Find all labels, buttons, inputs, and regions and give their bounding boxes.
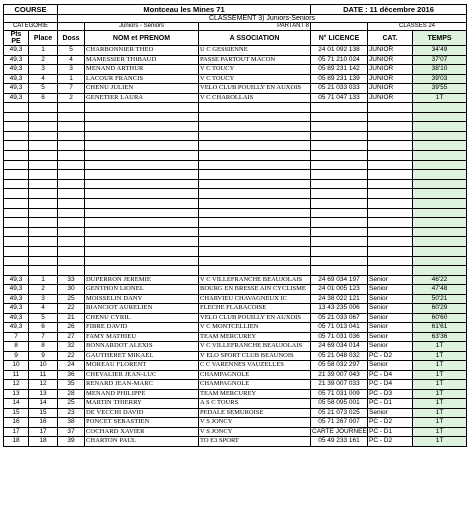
- row-association: U C GESSIENNE: [199, 46, 311, 56]
- row-association: V ELO SPORT CLUB BEAUNOIS: [199, 351, 311, 361]
- row-doss: 28: [58, 389, 85, 399]
- row-association: PASSE PARTOUT MACON: [199, 55, 311, 65]
- row-association: VELO CLUB POUILLY EN AUXOIS: [199, 84, 311, 94]
- row-doss: 7: [58, 84, 85, 94]
- row-place: 1: [29, 46, 58, 56]
- row-licence: 05 21 073 025: [311, 408, 368, 418]
- row-place: 6: [29, 323, 58, 333]
- row-licence: 24 01 092 138: [311, 46, 368, 56]
- row-cat: Senior: [368, 323, 413, 333]
- row-doss: 22: [58, 351, 85, 361]
- row-time: 47'48: [413, 285, 467, 295]
- row-pts: 49,3: [4, 323, 29, 333]
- row-place: 4: [29, 74, 58, 84]
- empty-row: [4, 246, 467, 256]
- row-pts: 49,3: [4, 304, 29, 314]
- row-pts: 18: [4, 437, 29, 447]
- row-pts: 49,3: [4, 275, 29, 285]
- row-time: 1T: [413, 342, 467, 352]
- row-cat: Senior: [368, 294, 413, 304]
- course-label: COURSE: [4, 5, 58, 15]
- categorie-label: CATEGORIE: [4, 23, 58, 31]
- row-name: CHENU JULIEN: [85, 84, 199, 94]
- row-pts: 49,3: [4, 46, 29, 56]
- row-licence: 05 71 031 036: [311, 332, 368, 342]
- row-pts: 49,3: [4, 285, 29, 295]
- category-value: Juniors - Seniors: [85, 23, 199, 31]
- row-doss: 36: [58, 370, 85, 380]
- empty-row: [4, 256, 467, 266]
- row-pts: 49,3: [4, 294, 29, 304]
- row-licence: 05 21 033 067: [311, 313, 368, 323]
- table-row: [4, 418, 467, 428]
- empty-row: [4, 227, 467, 237]
- col-licence: N° LICENCE: [311, 31, 368, 46]
- row-association: C C VARENNES VAUZELLES: [199, 361, 311, 371]
- row-place: 7: [29, 332, 58, 342]
- row-time: 1T: [413, 437, 467, 447]
- row-place: 5: [29, 313, 58, 323]
- row-name: MENAND PHILIPPE: [85, 389, 199, 399]
- col-doss: Doss: [58, 31, 85, 46]
- row-time: 46'22: [413, 275, 467, 285]
- row-name: FAMY MATHIEU: [85, 332, 199, 342]
- results-sheet: [3, 4, 467, 447]
- row-place: 16: [29, 418, 58, 428]
- row-place: 11: [29, 370, 58, 380]
- row-place: 8: [29, 342, 58, 352]
- table-row: [4, 294, 467, 304]
- row-pts: 14: [4, 399, 29, 409]
- empty-row: [4, 170, 467, 180]
- row-association: CHAMPAGNOLE: [199, 370, 311, 380]
- row-cat: JUNIOR: [368, 74, 413, 84]
- row-name: COCHARD XAVIER: [85, 427, 199, 437]
- empty-row: [4, 237, 467, 247]
- row-place: 3: [29, 294, 58, 304]
- row-doss: 33: [58, 275, 85, 285]
- row-name: MAMESSIER THIBAUD: [85, 55, 199, 65]
- col-pts: Pts PE: [4, 31, 29, 46]
- row-licence: 05 21 033 033: [311, 84, 368, 94]
- row-place: 6: [29, 93, 58, 103]
- table-row: [4, 313, 467, 323]
- row-pts: 13: [4, 389, 29, 399]
- col-association: A SSOCIATION: [199, 31, 311, 46]
- row-licence: 24 01 005 123: [311, 285, 368, 295]
- row-name: FIBRE DAVID: [85, 323, 199, 333]
- row-name: DE VECCHI DAVID: [85, 408, 199, 418]
- row-place: 5: [29, 84, 58, 94]
- row-cat: PC - D1: [368, 427, 413, 437]
- row-association: V C TOUCY: [199, 65, 311, 75]
- row-time: 1T: [413, 427, 467, 437]
- empty-row: [4, 141, 467, 151]
- row-association: TEAM MERCUREY: [199, 332, 311, 342]
- row-licence: 05 58 032 297: [311, 361, 368, 371]
- row-cat: JUNIOR: [368, 55, 413, 65]
- row-time: 1T: [413, 361, 467, 371]
- table-row: [4, 389, 467, 399]
- row-name: GAUTHERET MIKAEL: [85, 351, 199, 361]
- row-doss: 1: [58, 74, 85, 84]
- row-doss: 22: [58, 304, 85, 314]
- empty-row: [4, 189, 467, 199]
- row-association: A S C TOURS: [199, 399, 311, 409]
- row-cat: JUNIOR: [368, 93, 413, 103]
- row-place: 18: [29, 437, 58, 447]
- row-name: GENTHON LIONEL: [85, 285, 199, 295]
- row-cat: PC - D1: [368, 399, 413, 409]
- row-time: 34'49: [413, 46, 467, 56]
- row-doss: 23: [58, 408, 85, 418]
- row-place: 1: [29, 275, 58, 285]
- row-name: CHARBONNIER THEO: [85, 46, 199, 56]
- row-association: CHAMPAGNOLE: [199, 380, 311, 390]
- row-doss: 37: [58, 427, 85, 437]
- row-place: 2: [29, 285, 58, 295]
- row-time: 1T: [413, 370, 467, 380]
- table-row: [4, 304, 467, 314]
- row-licence: 05 89 231 142: [311, 65, 368, 75]
- partant-count: PARTANT 8: [199, 23, 311, 31]
- table-row: [4, 46, 467, 56]
- row-time: 61'61: [413, 323, 467, 333]
- row-cat: PC - D2: [368, 437, 413, 447]
- row-pts: 49,3: [4, 93, 29, 103]
- row-licence: 24 38 022 121: [311, 294, 368, 304]
- row-association: CHARVIEU CHAVAGNEUX IC: [199, 294, 311, 304]
- row-time: 1T: [413, 380, 467, 390]
- row-place: 9: [29, 351, 58, 361]
- row-pts: 49,3: [4, 74, 29, 84]
- row-association: V S JONCY: [199, 418, 311, 428]
- row-association: V C MONTCELLIEN: [199, 323, 311, 333]
- row-pts: 49,3: [4, 65, 29, 75]
- empty-row: [4, 179, 467, 189]
- table-row: [4, 275, 467, 285]
- row-association: V S JONCY: [199, 427, 311, 437]
- row-cat: JUNIOR: [368, 84, 413, 94]
- row-pts: 49,3: [4, 55, 29, 65]
- row-place: 4: [29, 304, 58, 314]
- table-row: [4, 342, 467, 352]
- empty-row: [4, 122, 467, 132]
- table-row: [4, 399, 467, 409]
- row-time: 1T: [413, 389, 467, 399]
- row-place: 3: [29, 65, 58, 75]
- row-name: PONCET SEBASTIEN: [85, 418, 199, 428]
- row-cat: Senior: [368, 332, 413, 342]
- table-row: [4, 351, 467, 361]
- row-doss: 25: [58, 294, 85, 304]
- row-place: 15: [29, 408, 58, 418]
- empty-row: [4, 131, 467, 141]
- row-cat: PC - D3: [368, 389, 413, 399]
- table-row: [4, 55, 467, 65]
- row-place: 10: [29, 361, 58, 371]
- row-pts: 49,3: [4, 84, 29, 94]
- row-licence: 05 89 231 139: [311, 74, 368, 84]
- col-temps: TEMPS: [413, 31, 467, 46]
- row-cat: PC - D4: [368, 380, 413, 390]
- row-licence: CARTE JOURNEE: [312, 427, 367, 435]
- row-time: 1T: [413, 408, 467, 418]
- row-time: 38'10: [413, 65, 467, 75]
- row-licence: 05 49 233 161: [311, 437, 368, 447]
- row-name: RENARD JEAN-MARC: [85, 380, 199, 390]
- row-association: V C VILLEFRANCHE BEAUJOLAIS: [199, 275, 311, 285]
- column-header-row: [4, 31, 467, 46]
- row-licence: 05 58 095 001: [311, 399, 368, 409]
- row-association: PEDALE SEMUROISE: [199, 408, 311, 418]
- empty-row: [4, 198, 467, 208]
- table-row: [4, 332, 467, 342]
- row-doss: 38: [58, 418, 85, 428]
- row-name: DUPERRON JEREMIE: [85, 275, 199, 285]
- row-name: CHARTON PAUL: [85, 437, 199, 447]
- row-time: 50'21: [413, 294, 467, 304]
- row-association: TO E3 SPORT: [199, 437, 311, 447]
- empty-row: [4, 112, 467, 122]
- row-doss: 4: [58, 55, 85, 65]
- row-association: V C TOUCY: [199, 74, 311, 84]
- row-licence: 05 71 210 024: [311, 55, 368, 65]
- row-licence: 05 21 048 032: [311, 351, 368, 361]
- row-cat: Senior: [368, 361, 413, 371]
- row-pts: 7: [4, 332, 29, 342]
- row-cat: Senior: [368, 408, 413, 418]
- table-row: [4, 408, 467, 418]
- table-row: [4, 323, 467, 333]
- row-cat: PC - D2: [368, 351, 413, 361]
- row-pts: 16: [4, 418, 29, 428]
- row-time: 1T: [413, 351, 467, 361]
- row-doss: 39: [58, 437, 85, 447]
- classes-count: CLASSES 24: [368, 23, 467, 31]
- row-pts: 11: [4, 370, 29, 380]
- event-date: DATE : 11 décembre 2016: [311, 5, 467, 15]
- row-doss: 5: [58, 46, 85, 56]
- row-doss: 27: [58, 332, 85, 342]
- table-row: [4, 427, 467, 437]
- empty-row: [4, 150, 467, 160]
- row-name: CHENU CYRIL: [85, 313, 199, 323]
- row-time: 39'03: [413, 74, 467, 84]
- row-licence: 21 39 007 043: [311, 370, 368, 380]
- row-licence: 05 71 047 133: [311, 93, 368, 103]
- row-licence: 21 39 007 033: [311, 380, 368, 390]
- row-name: MENAND ARTHUR: [85, 65, 199, 75]
- row-name: GENETIER LAURA: [85, 93, 199, 103]
- classement-title: CLASSEMENT 3) Juniors-Seniors: [58, 15, 467, 23]
- table-row: [4, 84, 467, 94]
- row-association: FLECHE FLARACOISE: [199, 304, 311, 314]
- row-doss: 32: [58, 342, 85, 352]
- row-doss: 3: [58, 65, 85, 75]
- row-place: 12: [29, 380, 58, 390]
- row-place: 2: [29, 55, 58, 65]
- row-name: MOISSELIN DANY: [85, 294, 199, 304]
- row-licence: 24 69 034 014: [311, 342, 368, 352]
- row-name: BIANCIOT AURELIEN: [85, 304, 199, 314]
- table-row: [4, 74, 467, 84]
- row-place: 13: [29, 389, 58, 399]
- table-row: [4, 380, 467, 390]
- row-licence: 05 71 013 041: [311, 323, 368, 333]
- row-association: VELO CLUB POUILLY EN AUXOIS: [199, 313, 311, 323]
- row-licence: 13 43 235 006: [311, 304, 368, 314]
- row-pts: 9: [4, 351, 29, 361]
- row-time: 1T: [413, 418, 467, 428]
- row-name: LACOUR FRANCIS: [85, 74, 199, 84]
- row-time: 1T: [413, 399, 467, 409]
- row-cat: PC - D2: [368, 418, 413, 428]
- row-time: 63'36: [413, 332, 467, 342]
- row-cat: Senior: [368, 275, 413, 285]
- empty-row: [4, 218, 467, 228]
- row-name: MOREAU FLORENT: [85, 361, 199, 371]
- row-time: 39'55: [413, 84, 467, 94]
- table-row: [4, 285, 467, 295]
- table-row: [4, 65, 467, 75]
- row-association: V C VILLEFRANCHE BEAUJOLAIS: [199, 342, 311, 352]
- row-association: V C CHAROLLAIS: [199, 93, 311, 103]
- row-doss: 2: [58, 93, 85, 103]
- row-place: 17: [29, 427, 58, 437]
- row-place: 14: [29, 399, 58, 409]
- row-pts: 10: [4, 361, 29, 371]
- table-row: [4, 370, 467, 380]
- row-time: 1T: [413, 93, 467, 103]
- empty-row: [4, 208, 467, 218]
- empty-row: [4, 266, 467, 276]
- row-pts: 49,3: [4, 313, 29, 323]
- row-association: TEAM MERCUREY: [199, 389, 311, 399]
- row-doss: 35: [58, 380, 85, 390]
- empty-row: [4, 160, 467, 170]
- row-name: MARTIN THIERRY: [85, 399, 199, 409]
- row-association: BOURG EN BRESSE AIN CYCLISME: [199, 285, 311, 295]
- table-row: [4, 93, 467, 103]
- row-cat: PC - D4: [368, 370, 413, 380]
- row-time: 37'07: [413, 55, 467, 65]
- row-time: 60'29: [413, 304, 467, 314]
- col-cat: CAT.: [368, 31, 413, 46]
- row-cat: Senior: [368, 342, 413, 352]
- row-cat: Senior: [368, 313, 413, 323]
- row-name: BONNARDOT ALEXIS: [85, 342, 199, 352]
- location-title: Montceau les Mines 71: [58, 5, 311, 15]
- row-cat: JUNIOR: [368, 65, 413, 75]
- row-doss: 24: [58, 361, 85, 371]
- row-pts: 17: [4, 427, 29, 437]
- empty-row: [4, 103, 467, 113]
- row-doss: 21: [58, 313, 85, 323]
- row-doss: 30: [58, 285, 85, 295]
- row-pts: 8: [4, 342, 29, 352]
- row-time: 60'60: [413, 313, 467, 323]
- row-doss: 26: [58, 323, 85, 333]
- row-pts: 15: [4, 408, 29, 418]
- row-doss: 25: [58, 399, 85, 409]
- row-licence: 05 71 031 009: [311, 389, 368, 399]
- row-cat: JUNIOR: [368, 46, 413, 56]
- col-place: Place: [29, 31, 58, 46]
- row-pts: 12: [4, 380, 29, 390]
- table-row: [4, 361, 467, 371]
- row-licence: 24 69 034 197: [311, 275, 368, 285]
- row-cat: Senior: [368, 285, 413, 295]
- row-name: CHEVALIER JEAN-LUC: [85, 370, 199, 380]
- col-name: NOM et PRENOM: [85, 31, 199, 46]
- row-licence: 05 71 267 007: [311, 418, 368, 428]
- table-row: [4, 437, 467, 447]
- row-cat: Senior: [368, 304, 413, 314]
